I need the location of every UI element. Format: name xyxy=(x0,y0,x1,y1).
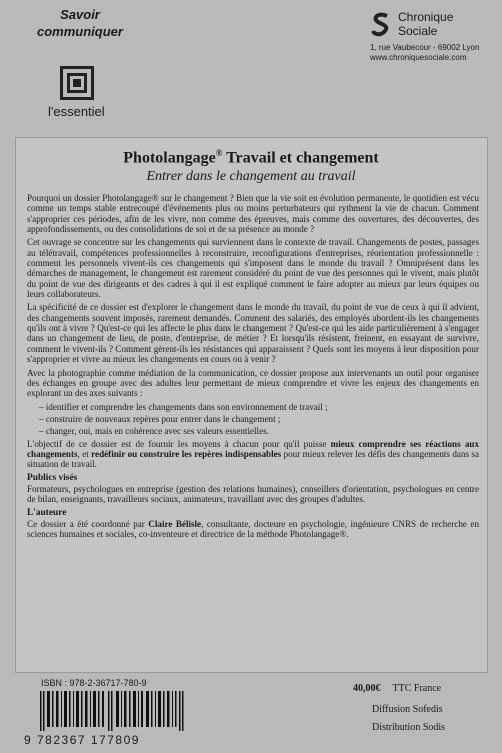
barcode-icon xyxy=(38,691,188,731)
series-subtitle: l'essentiel xyxy=(48,104,105,119)
isbn: ISBN : 978-2-36717-780-9 xyxy=(41,678,147,688)
series-name xyxy=(30,6,130,40)
paragraph: Avec la photographie comme médiation de la communication, ce dossier propose aux intervenants un outil pour organiser des échanges en groupe avec des adultes leur permettant de mieux comprendre et vivre les enjeux des changements en explorant un des axes suivants : xyxy=(27,367,479,399)
diffusion: Diffusion Sofedis xyxy=(372,704,443,715)
series-line1: Savoir xyxy=(60,7,100,22)
publisher-name: Chronique Sociale xyxy=(398,10,454,38)
publisher-website: www.chroniquesociale.com xyxy=(370,53,467,62)
book-subtitle: Entrer dans le changement au travail xyxy=(146,169,356,184)
paragraph: Ce dossier a été coordonné par Claire Bélisle, consultante, docteure en psychologie, ingénieure CNRS de recherche en sciences humaines et sociales, co-inventeure et directrice de la méthode Photolangage®. xyxy=(27,518,480,540)
barcode-number: 9 782367 177809 xyxy=(24,733,140,747)
publisher-logo-icon xyxy=(370,12,392,40)
series-line2: communiquer xyxy=(37,24,123,39)
list-item: – identifier et comprendre les changements dans son environnement de travail ; xyxy=(39,401,328,412)
price: 40,00€ TTC France xyxy=(353,683,442,694)
list-item: – changer, oui, mais en cohérence avec ses valeurs essentielles. xyxy=(39,426,269,437)
publisher-address: 1, rue Vaubecour - 69002 Lyon www.chroniquesociale.com xyxy=(370,43,480,62)
book-title: Photolangage® Travail et changement xyxy=(123,148,379,167)
section-heading: L'auteure xyxy=(27,507,67,518)
distribution: Distribution Sodis xyxy=(372,722,446,733)
blurb-text xyxy=(27,193,479,543)
paragraph: L'objectif de ce dossier est de fournir les moyens à chacun pour qu'il puisse mieux comprendre ses réactions aux changements, et redéfinir ou construire les repères indispensables pour mieux relever les défis des changements dans sa situation de travail. xyxy=(27,438,480,470)
paragraph: Formateurs, psychologues en entreprise (gestion des relations humaines), conseillers d'orientation, psychologues en centre de bilan, enseignants, travailleurs sociaux, animateurs, travaillant avec des groupes d'adultes. xyxy=(27,483,479,505)
paragraph: La spécificité de ce dossier est d'explorer le changement dans le monde du travail, du point de vue de ceux à qui il advient, des changements souvent imposés, rarement demandés. Comment des salariés, des employés abordent-ils les changements qu'ils ont à vivre ? Qu'est-ce qui les affecte le plus dans le changement ? Qu'est-ce qui les aide particulièrement à s'engager dans un changement de lieu, de poste, d'entreprise, de métier ? Et lorsqu'ils résistent, freinent, en essayant de survivre, comment le vivent-ils ? Comment gèrent-ils les résistances qui apparaissent ? Quels sont les moyens à leur disposition pour s'approprier et vivre au mieux les changements en cours ou à venir ? xyxy=(27,302,479,365)
section-heading: Publics visés xyxy=(27,472,78,483)
series-logo-icon xyxy=(60,66,94,100)
paragraph: Cet ouvrage se concentre sur les changements qui surviennent dans le contexte de travail. Changements de postes, passages au télétravail, compétences professionnelles à reconstruire, reconfigurations d'entreprises, réorientation professionnelle : comment les personnels vivent-ils ces changements qui s'imposent dans le monde du travail ? Omniprésent dans les démarches de management, le changement est rarement considéré du point de vue des personnes qui le vivent, mais plutôt du point de vue des dirigeants et des cadres à qui il est expliqué comment le faire adopter au mieux par leurs équipes ou leurs collaborateurs. xyxy=(27,237,479,300)
paragraph: Pourquoi un dossier Photolangage® sur le changement ? Bien que la vie soit en évolution permanente, le quotidien est vécu comme un temps stable entrecoupé d'événements plus ou moins perturbateurs qui rythment la vie de chacun. Comment s'approprier ces périodes, afin de les vivre, non comme des épreuves, mais comme des ouvertures, des découvertes, des approfondissements, ou des consolidations de soi et de sa présence au monde ? xyxy=(27,193,479,235)
list-item: – construire de nouveaux repères pour entrer dans le changement ; xyxy=(39,413,281,424)
